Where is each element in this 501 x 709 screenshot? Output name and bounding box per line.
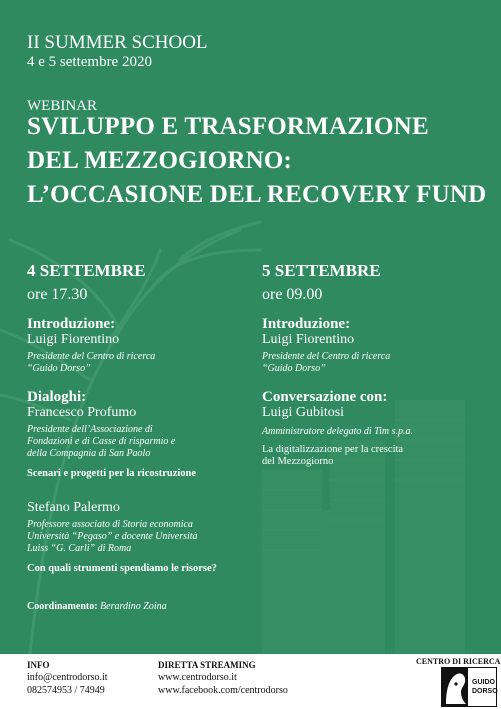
coordination bbox=[27, 601, 167, 613]
speaker2-name: Stefano Palermo bbox=[27, 500, 120, 515]
speaker1-topic: Scenari e progetti per la ricostruzione bbox=[27, 468, 197, 479]
guido-dorso-logo bbox=[441, 667, 497, 707]
facebook-link[interactable]: www.facebook.com/centrodorso bbox=[158, 685, 288, 696]
main-title-line-3: L’OCCASIONE DEL RECOVERY FUND bbox=[27, 181, 487, 208]
main-title-line-1: SVILUPPO E TRASFORMAZIONE bbox=[27, 113, 429, 140]
day2-conv-heading: Conversazione con: bbox=[262, 389, 388, 405]
coordination-label: Coordinamento: bbox=[27, 601, 98, 612]
speaker2-topic: Con quali strumenti spendiamo le risorse? bbox=[27, 563, 217, 574]
contact-phone: 082574953 / 74949 bbox=[27, 685, 105, 696]
day2-intro-role-2: “Guido Dorso” bbox=[262, 363, 326, 374]
speaker2-role-2: Università “Pegaso” e docente Università bbox=[27, 531, 198, 542]
day2-conv-topic-1: La digitalizzazione per la crescita bbox=[262, 444, 404, 455]
day2-intro-name: Luigi Fiorentino bbox=[262, 332, 355, 347]
event-dates: 4 e 5 settembre 2020 bbox=[27, 54, 152, 70]
speaker1-role-2: Fondazioni e di Casse di risparmio e bbox=[27, 436, 176, 447]
info-label: INFO bbox=[27, 660, 50, 670]
contact-email[interactable]: info@centrodorso.it bbox=[27, 672, 108, 683]
day1-intro-heading: Introduzione: bbox=[27, 316, 116, 332]
day1-date: 4 SETTEMBRE bbox=[27, 261, 146, 280]
day1-intro-name: Luigi Fiorentino bbox=[27, 332, 120, 347]
speaker2-role-3: Luiss “G. Carli” di Roma bbox=[27, 543, 132, 554]
logo-name-2: DORSO bbox=[472, 688, 498, 695]
day1-intro-role-2: “Guido Dorso” bbox=[27, 363, 91, 374]
logo-caption: CENTRO DI RICERCA bbox=[416, 657, 501, 666]
day1-time: ore 17.30 bbox=[27, 286, 88, 303]
main-title-line-2: DEL MEZZOGIORNO: bbox=[27, 147, 293, 174]
webinar-label: WEBINAR bbox=[27, 98, 97, 114]
day2-conv-name: Luigi Gubitosi bbox=[262, 405, 345, 420]
day2-time: ore 09.00 bbox=[262, 286, 323, 303]
day2-intro-role-1: Presidente del Centro di ricerca bbox=[262, 351, 391, 362]
logo-name-1: GUIDO bbox=[472, 679, 495, 686]
coordination-name: Berardino Zoina bbox=[100, 601, 167, 612]
day1-intro-role-1: Presidente del Centro di ricerca bbox=[27, 351, 156, 362]
speaker2-role-1: Professore associato di Storia economica bbox=[27, 519, 193, 530]
day2-conv-topic-2: del Mezzogiorno bbox=[262, 456, 334, 467]
day2-date: 5 SETTEMBRE bbox=[262, 261, 381, 280]
speaker1-role-1: Presidente dell’Associazione di bbox=[27, 424, 153, 435]
website-link[interactable]: www.centrodorso.it bbox=[158, 672, 237, 683]
speaker1-name: Francesco Profumo bbox=[27, 405, 137, 420]
day2-intro-heading: Introduzione: bbox=[262, 316, 351, 332]
streaming-label: DIRETTA STREAMING bbox=[158, 660, 256, 670]
day1-dialoghi-heading: Dialoghi: bbox=[27, 389, 87, 405]
footer bbox=[0, 654, 501, 709]
summer-school-title: II SUMMER SCHOOL bbox=[27, 32, 208, 53]
profile-silhouette-icon bbox=[442, 668, 496, 706]
speaker1-role-3: della Compagnia di San Paolo bbox=[27, 448, 151, 459]
day2-conv-role: Amministratore delegato di Tim s.p.a. bbox=[262, 426, 414, 437]
